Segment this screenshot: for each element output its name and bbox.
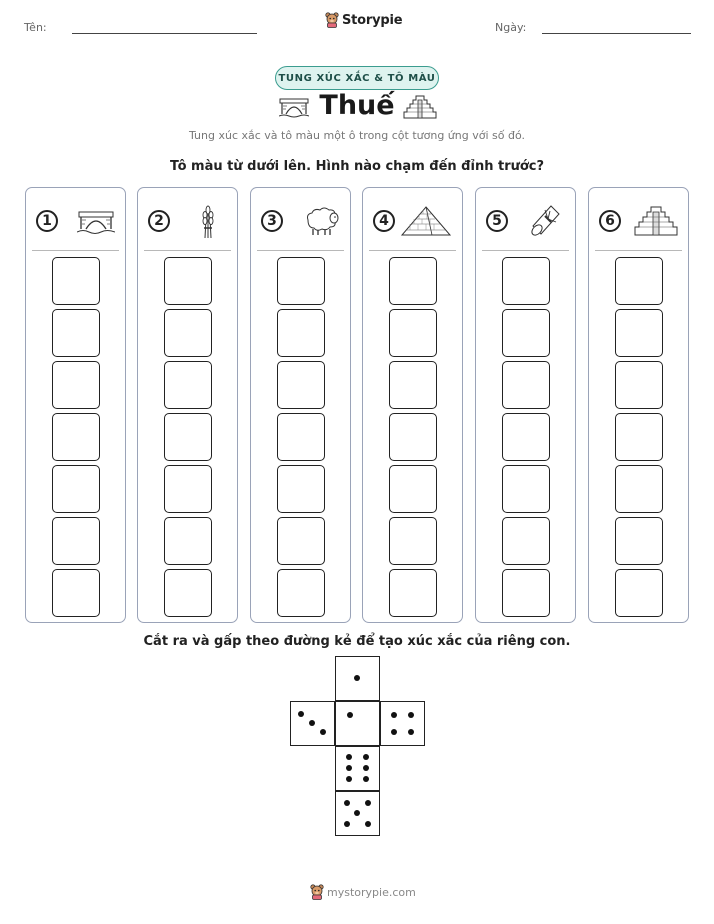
- stepped-pyramid-icon: [634, 205, 678, 237]
- color-cell[interactable]: [389, 465, 437, 513]
- color-cell[interactable]: [52, 413, 100, 461]
- color-cell[interactable]: [389, 361, 437, 409]
- dice-pip: [363, 776, 369, 782]
- scroll-icon: [527, 204, 565, 238]
- dice-pip: [346, 754, 352, 760]
- footer: [310, 884, 416, 900]
- color-cell[interactable]: [52, 309, 100, 357]
- color-cell[interactable]: [615, 309, 663, 357]
- color-cell[interactable]: [52, 517, 100, 565]
- color-cell[interactable]: [502, 257, 550, 305]
- dice-face-6[interactable]: [335, 746, 380, 791]
- color-cell[interactable]: [502, 465, 550, 513]
- dice-face-1[interactable]: [335, 701, 380, 746]
- dice-pip: [346, 776, 352, 782]
- dice-pip: [354, 675, 360, 681]
- dice-pip: [365, 821, 371, 827]
- color-cell[interactable]: [277, 257, 325, 305]
- dice-pip: [391, 729, 397, 735]
- dice-pip: [391, 712, 397, 718]
- column-4: [362, 187, 463, 623]
- color-cell[interactable]: [615, 257, 663, 305]
- color-cell[interactable]: [615, 465, 663, 513]
- color-cell[interactable]: [52, 569, 100, 617]
- color-cell[interactable]: [615, 413, 663, 461]
- cut-instruction: Cắt ra và gấp theo đường kẻ để tạo xúc xắc của riêng con.: [143, 634, 571, 649]
- color-cell[interactable]: [615, 361, 663, 409]
- column-number: 5: [486, 210, 508, 232]
- name-line[interactable]: [72, 33, 257, 34]
- color-cell[interactable]: [164, 569, 212, 617]
- worksheet-title: Thuế: [319, 90, 395, 121]
- color-cell[interactable]: [502, 309, 550, 357]
- color-cell[interactable]: [277, 569, 325, 617]
- color-cell[interactable]: [277, 517, 325, 565]
- column-number: 6: [599, 210, 621, 232]
- color-cell[interactable]: [389, 413, 437, 461]
- color-cell[interactable]: [502, 517, 550, 565]
- column-5: [475, 187, 576, 623]
- worksheet-subtitle: Tung xúc xắc và tô màu một ô trong cột tương ứng với số đó.: [189, 129, 525, 142]
- color-cell[interactable]: [389, 257, 437, 305]
- column-divider: [257, 250, 344, 251]
- column-number: 4: [373, 210, 395, 232]
- color-cell[interactable]: [502, 569, 550, 617]
- dice-face-5[interactable]: [335, 791, 380, 836]
- dice-pip: [346, 765, 352, 771]
- color-cell[interactable]: [277, 465, 325, 513]
- column-6: [588, 187, 689, 623]
- dice-pip: [344, 800, 350, 806]
- dice-pip: [320, 729, 326, 735]
- color-cell[interactable]: [277, 309, 325, 357]
- footer-site: mystorypie.com: [327, 885, 416, 899]
- date-line[interactable]: [542, 33, 691, 34]
- color-cell[interactable]: [502, 413, 550, 461]
- dice-pip: [298, 711, 304, 717]
- dice-pip: [408, 712, 414, 718]
- dice-pip: [363, 765, 369, 771]
- dice-pip: [363, 754, 369, 760]
- column-divider: [144, 250, 231, 251]
- color-cell[interactable]: [389, 569, 437, 617]
- column-1: [25, 187, 126, 623]
- color-cell[interactable]: [615, 517, 663, 565]
- color-cell[interactable]: [164, 309, 212, 357]
- column-2: [137, 187, 238, 623]
- column-divider: [369, 250, 456, 251]
- color-cell[interactable]: [277, 413, 325, 461]
- sheep-icon: [302, 206, 340, 236]
- color-cell[interactable]: [164, 361, 212, 409]
- dice-pip: [347, 712, 353, 718]
- column-divider: [595, 250, 682, 251]
- wheat-icon: [189, 204, 227, 238]
- dice-face-3[interactable]: [290, 701, 335, 746]
- dice-pip: [309, 720, 315, 726]
- color-cell[interactable]: [502, 361, 550, 409]
- brand-logo: [325, 12, 402, 28]
- dice-net: [290, 656, 425, 836]
- column-divider: [482, 250, 569, 251]
- color-cell[interactable]: [52, 361, 100, 409]
- name-label: Tên:: [24, 21, 47, 34]
- coloring-instruction: Tô màu từ dưới lên. Hình nào chạm đến đỉnh trước?: [169, 159, 545, 174]
- date-label: Ngày:: [495, 21, 527, 34]
- color-cell[interactable]: [277, 361, 325, 409]
- pyramid-icon: [400, 205, 452, 237]
- dice-face-4[interactable]: [380, 701, 425, 746]
- dice-pip: [365, 800, 371, 806]
- color-cell[interactable]: [52, 257, 100, 305]
- column-3: [250, 187, 351, 623]
- column-number: 1: [36, 210, 58, 232]
- column-number: 3: [261, 210, 283, 232]
- color-cell[interactable]: [52, 465, 100, 513]
- color-cell[interactable]: [164, 413, 212, 461]
- column-number: 2: [148, 210, 170, 232]
- bear-icon: [310, 884, 324, 900]
- bridge-icon: [77, 207, 115, 235]
- bear-icon: [325, 12, 339, 28]
- column-divider: [32, 250, 119, 251]
- color-cell[interactable]: [389, 517, 437, 565]
- brand-name: Storypie: [342, 12, 403, 28]
- dice-pip: [408, 729, 414, 735]
- activity-badge: TUNG XÚC XẮC & TÔ MÀU: [275, 66, 439, 90]
- color-cell[interactable]: [615, 569, 663, 617]
- color-cell[interactable]: [164, 465, 212, 513]
- dice-pip: [354, 810, 360, 816]
- dice-pip: [344, 821, 350, 827]
- color-cell[interactable]: [164, 517, 212, 565]
- stepped-pyramid-icon: [403, 94, 437, 120]
- color-cell[interactable]: [389, 309, 437, 357]
- dice-face-1[interactable]: [335, 656, 380, 701]
- color-cell[interactable]: [164, 257, 212, 305]
